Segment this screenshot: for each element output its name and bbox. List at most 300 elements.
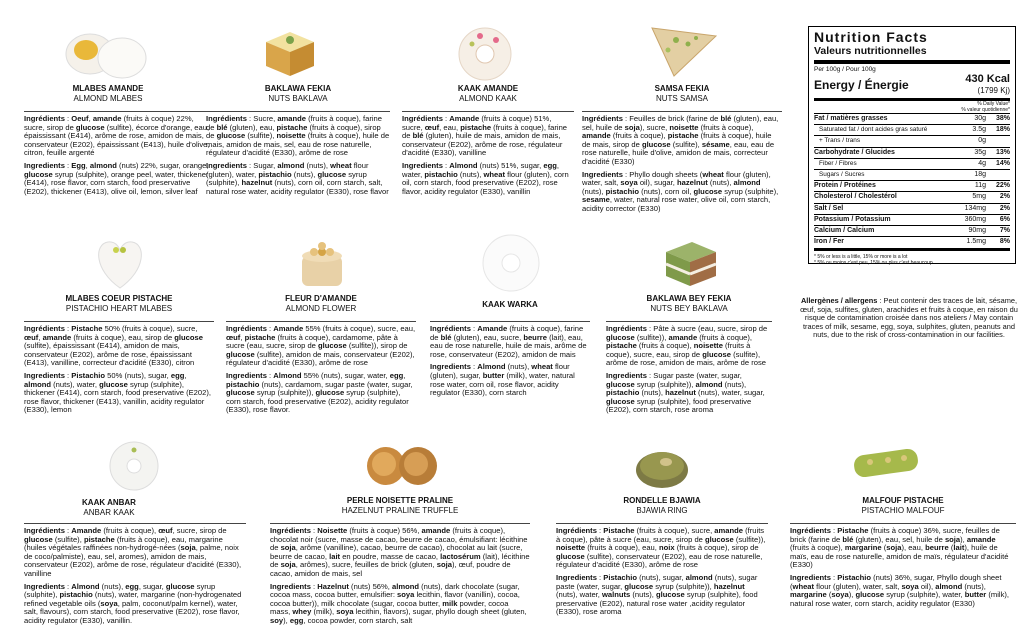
nutrition-facts-panel [808, 26, 1016, 267]
ingredient-text: (nuts) 56%, [348, 581, 392, 591]
ingredient-bold: glucose [606, 379, 635, 389]
ingredient-text: (fruits à coque), sirop de [674, 543, 759, 553]
ingredient-text: ), huile de maïs, eau de rose naturelle, amidon de maïs, régulateur d'acidité (E330) [790, 543, 1009, 570]
nutrient-row [814, 124, 1010, 135]
ingredient-bold: Hazelnut [317, 581, 349, 591]
ingredient-text: ), [283, 615, 290, 625]
ingredient-bold: Ingrédients [790, 526, 831, 535]
ingredient-text: , [240, 332, 245, 342]
ingredient-text: , eau, [439, 122, 461, 132]
ingredient-text: ), [960, 534, 967, 544]
ingredient-bold: almond [392, 581, 420, 591]
ingredient-text: (nuts), [99, 581, 126, 591]
ingredient-text: (gluten), eau, sucre, [451, 332, 524, 342]
baklawa-bey-image [660, 236, 722, 292]
ingredient-text: (sulfite)), [733, 534, 766, 544]
ingredient-text: oil), [918, 581, 936, 591]
product-subtitle: ANBAR KAAK [83, 508, 135, 517]
ingredient-bold: Ingrédients [556, 526, 597, 535]
ingredient-text: (gluten), eau, sel, huile de [582, 114, 779, 132]
product-name: MALFOUF PISTACHE [862, 496, 944, 505]
ingredient-bold: glucose [641, 139, 671, 149]
ingredient-text: syrup (sulphite), water, [884, 590, 965, 600]
ingredient-text: : Feuilles de brick (farine de [622, 114, 721, 123]
ingredients-fr [430, 325, 590, 359]
ingredient-bold: blé [216, 122, 228, 132]
ingredient-text: (nuts), sugar paste (water, sugar, [556, 572, 758, 591]
ingredient-text: (nuts), [582, 186, 606, 196]
ingredient-bold: pistachio [258, 169, 292, 179]
ingredient-text: : [442, 114, 450, 123]
ingredient-text: ), eau, [901, 543, 926, 553]
ingredient-text: (nuts), dark chocolate (sugar, cocoa mass, cocoa butter, emulsifier: [270, 581, 520, 600]
ingredients-en [556, 574, 768, 617]
ingredient-bold: almond [277, 160, 305, 170]
ingredient-text: syrup (sulphite), [24, 581, 216, 600]
ingredient-bold: Ingrédients [270, 526, 311, 535]
ingredient-text: (gluten), eau, [227, 122, 277, 132]
ingredient-text: (fruits à coque) 51%, sucre, [402, 114, 552, 132]
nutrient-value: 90mg [968, 226, 986, 234]
nutrient-name: Fiber / Fibres [819, 159, 857, 167]
ingredient-text: : [470, 324, 478, 333]
ingredient-bold: pistache [276, 122, 308, 132]
ingredient-bold: margarine [790, 590, 827, 600]
ingredient-bold: wheat [483, 169, 505, 179]
ingredient-text: (nuts) 36%, sugar, Phyllo dough sheet ( [790, 572, 1002, 591]
ingredient-text: (sulfite), arôme de rose, amidon de mais, arôme de rose [606, 349, 766, 368]
dv-header-en: % Daily Value* [977, 101, 1010, 107]
nutrient-daily-value: 38% [995, 115, 1010, 122]
ingredient-bold: sesame [582, 195, 610, 205]
nutrient-row [814, 158, 1010, 169]
ingredients-fr [206, 115, 390, 158]
nutrient-daily-value: 8% [999, 238, 1010, 246]
ingredient-text: (fruits à coque), sirop de [206, 122, 381, 141]
ingredient-bold: almond [733, 178, 761, 188]
ingredient-bold: Egg [71, 160, 86, 170]
ingredient-bold: almond [89, 160, 117, 170]
ingredient-bold: Ingredients [582, 169, 623, 179]
ingredient-text: (nuts), water, [51, 379, 100, 389]
divider [206, 111, 390, 112]
ingredient-text: (fruits à coque), [610, 131, 668, 141]
ingredient-bold: pistachio [606, 388, 640, 398]
ingredient-text: (fruits à coque) 56%, [347, 526, 422, 535]
ingredient-bold: Almond [71, 581, 100, 591]
ingredient-text: : [64, 114, 72, 123]
ingredient-text: (fruits à coque), [636, 341, 694, 351]
ingredient-bold: amande [582, 131, 611, 141]
nutrient-name: Potassium / Potassium [814, 215, 891, 223]
ingredient-bold: amande [277, 114, 307, 123]
divider [402, 111, 574, 112]
ingredients-fr [606, 325, 772, 368]
nutrition-title-fr: Valeurs nutritionnelles [814, 45, 927, 57]
ingredient-text: (fruits à coque), farine de [402, 122, 568, 141]
ingredient-bold: amande [966, 534, 996, 544]
ingredient-text: : Pâte à sucre (eau, sucre, sirop de [646, 324, 768, 333]
mlabes-coeur-image [90, 236, 150, 292]
ingredient-bold: lactosérum [440, 551, 481, 561]
ingredient-text: , palme, noix de coco/palmiste), eau, sel, aromes), amidon de mais, conservateur (E202), arôme de rose, régulateur d'acidité (E330), vanilline [24, 543, 242, 578]
ingredient-text: : [266, 370, 274, 380]
ingredient-text: lecithin, flavor (vanillin), cocoa, cocoa butter)), milk chocolate (sugar, cocoa butter, [270, 590, 520, 608]
ingredient-bold: soja [624, 122, 640, 132]
ingredient-text: (nuts) 51%, sugar, [477, 160, 544, 170]
ingredient-bold: glucose [656, 590, 685, 600]
divider [814, 60, 1010, 64]
nutrient-value: 0g [978, 137, 986, 145]
ingredient-text: , [38, 332, 43, 342]
ingredient-bold: wheat [531, 362, 553, 372]
nutrient-name: Cholesterol / Cholestérol [814, 193, 897, 201]
ingredient-text: (nuts), [639, 388, 666, 398]
ingredient-bold: almond [24, 379, 52, 389]
nutrient-name: Salt / Sel [814, 204, 844, 212]
ingredient-bold: hazelnut [713, 581, 745, 591]
ingredient-text: (sulfite), conservateur (E202), eau de rose naturelle, régulateur d'acidité (E330), arôme de rose [556, 551, 763, 570]
ingredient-bold: glucose [75, 122, 105, 132]
ingredient-text: (nuts), [505, 362, 532, 372]
ingredient-bold: soja [280, 560, 296, 570]
ingredient-text: (fruits à coque) 36%, sucre, feuilles de brick (farine de [790, 526, 1000, 544]
ingredient-text: (sulfite), [670, 139, 702, 149]
ingredient-bold: Ingrédients [582, 114, 623, 123]
ingredient-text: syrup (sulphite), thickener (E414), corn starch, food preservative (E202), rose flavor, thickener (E413), vanillin, acidity regulator (E330), lemon [24, 379, 211, 415]
ingredient-text: (lait), lécithine de [270, 551, 530, 570]
ingredient-text: : [64, 581, 72, 591]
ingredient-text: ( [948, 543, 954, 553]
ingredient-text: (nuts), sugar, [637, 572, 686, 582]
ingredient-text: (sulfite), [245, 131, 277, 141]
divider [24, 111, 216, 112]
nutrient-rows [814, 113, 1010, 247]
ingredient-text: syrup (sulphite)), [653, 581, 714, 591]
ingredient-text: , arômes), sucre, feuilles de brick (gluten, [295, 560, 437, 570]
ingredient-text: : [64, 526, 72, 535]
ingredient-bold: Noisette [317, 526, 348, 535]
ingredient-bold: Ingredients [402, 160, 443, 170]
ingredient-text: (fruits à coque) 22%, sucre, sirop de [24, 114, 194, 132]
ingredient-bold: wheat [792, 581, 815, 591]
ingredients-fr [556, 527, 768, 570]
ingredient-bold: soja [280, 543, 296, 553]
energy-value [965, 74, 1010, 96]
ingredients-fr [24, 115, 216, 158]
dv-header-fr: % valeur quotidienne* [961, 106, 1010, 113]
ingredient-bold: pistache [460, 122, 492, 132]
nutrient-value: 360mg [964, 215, 986, 223]
ingredient-text: (fruits à coque), eau, [585, 543, 659, 553]
ingredient-bold: hazelnut [676, 178, 708, 188]
ingredient-text: (fruits à coque), sucre, eau, sirop de [606, 341, 751, 359]
ingredient-text: (fruits à coque), [790, 543, 845, 553]
ingredient-bold: amande [42, 332, 72, 342]
ingredient-text: , [184, 370, 187, 380]
ingredient-bold: noix [659, 543, 675, 553]
divider [814, 248, 1010, 251]
ingredient-bold: glucose [556, 551, 585, 561]
ingredient-bold: soja [886, 543, 902, 553]
nutrient-daily-value: 13% [995, 148, 1010, 156]
product-subtitle: ALMOND FLOWER [285, 304, 357, 313]
ingredient-bold: glucose [226, 349, 255, 359]
ingredient-bold: glucose [315, 388, 345, 398]
ingredient-text: (nuts), [291, 169, 318, 179]
ingredient-text: (nuts), [304, 160, 331, 170]
ingredient-text: lecithin, flavors), sugar, phyllo dough sheet (gluten, [353, 607, 527, 617]
ingredient-bold: amande [714, 526, 743, 535]
ingredient-text: (fruits à coque), sucre, [634, 526, 715, 535]
product-subtitle: PISTACHIO HEART MLABES [65, 304, 173, 313]
energy-kj: (1799 Kj) [977, 86, 1010, 95]
divider [430, 321, 590, 322]
ingredient-bold: egg [543, 160, 557, 170]
ingredient-bold: soya [336, 607, 354, 617]
ingredient-bold: egg [125, 581, 139, 591]
ingredient-bold: pistachio [424, 169, 458, 179]
ingredient-text: : [596, 526, 604, 535]
nutrient-daily-value: 2% [999, 204, 1010, 212]
divider [582, 111, 782, 112]
ingredient-text: , sucre, sirop de [172, 526, 227, 535]
ingredient-bold: glucose [317, 169, 347, 179]
ingredients-en [206, 162, 390, 196]
product-name: FLEUR D'AMANDE [285, 294, 357, 303]
nutrient-value: 11g [974, 182, 986, 190]
ingredient-text: (fruits à coque), eau, sirop de [71, 332, 175, 342]
ingredient-bold: amande [668, 332, 698, 342]
ingredient-text: (gluten), huile de mais, amidon de mais, conservateur (E202), arôme de rose, régulateur d'acidité (E330), vanilline [402, 131, 563, 158]
nutrient-daily-value: 22% [995, 182, 1010, 190]
ingredient-text: , [85, 160, 90, 170]
ingredient-bold: œuf [24, 332, 39, 342]
allergens-notice [800, 297, 1018, 340]
ingredient-bold: soja [436, 560, 452, 570]
ingredient-text: , water, natural rose water, olive oil, corn starch, acidity corrector (E330) [582, 195, 771, 213]
kaak-amande-image [450, 24, 520, 84]
ingredient-text: (fruits à coque), [697, 332, 753, 342]
kaak-anbar-image [104, 440, 164, 492]
ingredient-text: , palm, coconut/palm kernel), water, salt, flavours), corn starch, food preservative (E202), rose flavor, acidity regulator (E330), vanillin. [24, 598, 240, 625]
product-name: BAKLAWA BEY FEKIA [646, 294, 732, 303]
ingredients-fr [226, 325, 416, 368]
ingredient-text: : [830, 526, 838, 535]
ingredient-text: oil), sugar, [637, 178, 677, 188]
ingredient-bold: egg [289, 615, 304, 625]
nutrient-daily-value: 14% [995, 159, 1010, 167]
product-name: KAAK WARKA [482, 300, 538, 309]
ingredient-bold: Almond [273, 370, 302, 380]
ingredient-bold: soja [180, 543, 196, 553]
ingredient-text: , sugar, [138, 581, 166, 591]
ingredient-bold: glucose [24, 169, 53, 179]
ingredient-bold: Almond [449, 160, 478, 170]
ingredient-bold: egg [389, 370, 404, 380]
product-name: PERLE NOISETTE PRALINE [346, 496, 454, 505]
divider [790, 523, 1016, 524]
energy-row [814, 73, 1010, 97]
ingredient-bold: milk [442, 598, 458, 608]
energy-label: Energy / Énergie [814, 78, 909, 92]
ingredient-text: : [830, 572, 838, 582]
ingredient-bold: œuf [226, 332, 241, 342]
ingredient-bold: Pistachio [603, 572, 638, 582]
ingredient-bold: Pistachio [71, 370, 106, 380]
ingredient-text: (sulfite), écorce d'orange, eau, épaississant (E414), arôme de rose, amidon de mais, conservateur (E202), épaississant (E413), huile d'olive, citron, feuille argenté [24, 122, 210, 158]
ingredient-bold: pistache [606, 341, 637, 351]
nutrient-name: Protein / Protéines [814, 182, 876, 190]
nutrient-row [814, 113, 1010, 124]
divider [606, 321, 772, 322]
ingredients-en [24, 372, 214, 415]
ingredient-text: (nuts), corn oil, [638, 186, 694, 196]
ingredient-bold: soya [100, 598, 118, 608]
footnote-fr: * 5% ou moins c'est peu, 15% ou plus c'est beaucoup [814, 260, 933, 267]
ingredient-text: , eau, eau de rose naturelle, huile d'olive, amidon de mais, correcteur d'acidité (E330) [582, 139, 775, 166]
nutrient-row [814, 180, 1010, 191]
ingredient-text: : [596, 572, 604, 582]
nutrient-row [814, 236, 1010, 247]
nutrient-name: + Trans / trans [819, 137, 861, 145]
ingredient-bold: blé [412, 131, 424, 141]
perle-noisette-image [364, 440, 440, 490]
ingredient-bold: soya [397, 590, 415, 600]
ingredient-bold: egg [170, 370, 185, 380]
ingredient-bold: noisette [693, 341, 723, 351]
ingredient-bold: pistachio [59, 590, 93, 600]
ingredients-fr [582, 115, 782, 167]
ingredients-fr [24, 325, 214, 368]
ingredient-bold: pistachio [605, 186, 639, 196]
ingredient-bold: soy [270, 615, 284, 625]
nutrient-daily-value: 6% [999, 215, 1010, 223]
nutrient-name: Calcium / Calcium [814, 226, 875, 234]
ingredient-bold: Ingredients [430, 362, 471, 372]
product-subtitle: BJAWIA RING [636, 506, 688, 515]
ingredient-bold: almond [935, 581, 963, 591]
ingredient-bold: whey [292, 607, 312, 617]
ingredient-text: 50% (fruits à coque), sucre, [102, 324, 198, 333]
divider [24, 523, 246, 524]
serving-size: Per 100g / Pour 100g [814, 66, 876, 73]
nutrient-value: 4g [978, 159, 986, 167]
ingredient-text: (nuts), water, margarine (non-hydrogenated refined vegetable oils ( [24, 590, 242, 608]
ingredient-bold: Ingrédients [24, 324, 65, 333]
ingredient-text: (fruits à coque), cardamome, pâte à sucre (eau, sucre, sirop de [226, 332, 398, 351]
ingredient-text: (sulfite)), [634, 332, 669, 342]
ingredient-bold: Ingredients [226, 370, 267, 380]
ingredients-fr [402, 115, 574, 158]
footnote-en: * 5% or less is a little, 15% or more is a lot [814, 254, 908, 261]
ingredient-text: : [310, 581, 318, 591]
ingredient-bold: Ingrédients [606, 324, 647, 333]
ingredient-text: : [442, 160, 450, 170]
energy-kcal: 430 Kcal [965, 73, 1010, 85]
ingredient-bold: Ingrédients [24, 526, 65, 535]
ingredient-text: : Sugar, [246, 160, 278, 170]
ingredient-text: , arôme (vanilline), cacao, beurre de cacao), chocolat au lait (sucre, beurre de cacao, [270, 543, 523, 561]
nutrient-value: 134mg [964, 204, 986, 212]
ingredient-bold: Amande [477, 324, 508, 333]
ingredient-text: : [310, 526, 318, 535]
samsa-fekia-image [646, 22, 720, 80]
ingredient-bold: Ingrédients [206, 114, 247, 123]
ingredient-text: (nuts), water, sugar, [695, 388, 765, 398]
ingredient-text: syrup (sulphite)), [634, 379, 696, 389]
ingredient-bold: œuf [158, 526, 173, 535]
ingredients-en [402, 162, 574, 196]
ingredient-bold: hazelnut [665, 388, 696, 398]
nutrient-name: Fat / matières grasses [814, 115, 888, 122]
ingredients-en [24, 162, 216, 196]
ingredient-bold: walnuts [602, 590, 631, 600]
ingredient-bold: glucose [99, 379, 128, 389]
ingredient-text: (nuts), [722, 379, 747, 389]
product-name: BAKLAWA FEKIA [264, 84, 332, 93]
ingredients-en [270, 583, 530, 626]
ingredient-text: , cocoa powder, corn starch, salt [303, 615, 413, 625]
ingredient-bold: pistachio [226, 379, 260, 389]
ingredient-text: ), sucre, [639, 122, 670, 132]
nutrient-row [814, 147, 1010, 158]
ingredient-text: powder, cocoa mass, [270, 598, 509, 617]
ingredient-text: (fruits à coque), pâte à sucre (eau, sucre, sirop de [556, 526, 765, 544]
nutrient-daily-value: 18% [995, 126, 1010, 134]
ingredients-en [790, 574, 1016, 608]
ingredient-text: , [88, 114, 93, 123]
ingredient-text: : Sucre, [246, 114, 278, 123]
ingredient-bold: glucose [174, 332, 203, 342]
nutrition-footnote [814, 254, 1010, 266]
fleur-amande-image [292, 238, 352, 294]
nutrient-name: Sugars / Sucres [819, 170, 865, 178]
product-subtitle: HAZELNUT PRALINE TRUFFLE [341, 506, 459, 515]
nutrient-value: 18g [974, 170, 986, 178]
ingredients-en [606, 372, 772, 415]
ingredients-en [226, 372, 416, 415]
ingredient-bold: glucose [693, 186, 723, 196]
ingredient-bold: Ingredients [606, 370, 647, 380]
ingredient-text: flour (gluten), water, salt, [814, 581, 902, 591]
ingredient-text: flour (gluten), water, salt, [582, 169, 771, 188]
nutrient-row [814, 214, 1010, 225]
ingredient-bold: Amande [449, 114, 480, 123]
ingredient-text: : Phyllo dough sheets ( [622, 169, 703, 179]
ingredient-text: flour (gluten), water, [206, 160, 369, 179]
ingredient-text: (fruits à coque), eau, margarine (huiles végétales raffinées non-hydrogé-nées ( [24, 534, 223, 553]
product-name: KAAK AMANDE [457, 84, 519, 93]
ingredient-text: syrup (sulphite)), [254, 388, 316, 398]
product-subtitle: ALMOND KAAK [459, 94, 517, 103]
ingredient-bold: glucose [226, 388, 255, 398]
ingredient-bold: pistache [83, 534, 115, 544]
ingredient-bold: Pistachio [837, 572, 872, 582]
ingredients-fr [270, 527, 530, 579]
ingredient-text: (fruits à coque), [698, 122, 754, 132]
nutrient-row [814, 225, 1010, 236]
nutrient-row [814, 203, 1010, 214]
ingredient-text: (sulfite), épaississant (E414), amidon de mais, conservateur (E202), arôme de rose, épaississant (E413), vanilline, correcteur d'acidité (E330), citron [24, 341, 195, 368]
ingredient-text: syrup (sulphite), food preservative (E202), natural rose water ,acidity regulator (E330), rose aroma [556, 590, 758, 617]
mlabes-amande-image [56, 24, 156, 84]
nutrition-title: Nutrition Facts [814, 29, 928, 45]
ingredient-bold: butter [964, 590, 987, 600]
nutrient-name: Iron / Fer [814, 238, 844, 246]
ingredient-text: (milk), natural rose water, corn starch, acidity regulator (E330) [790, 590, 1010, 608]
ingredient-text: , [403, 370, 406, 380]
